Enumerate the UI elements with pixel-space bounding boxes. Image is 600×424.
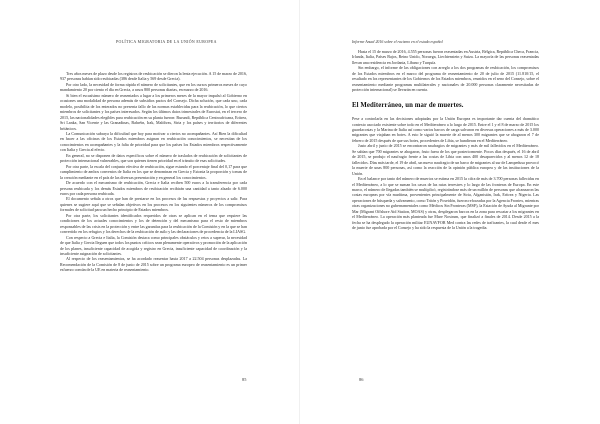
paragraph: La Comunicación subraya la dificultad que hoy para motivar a ciertos no acompañantes. Así Bien la dificultad en hacer a las oficinas de los Estados miembros asignan en reubicación conocimientos, se necesitan de los conocimientos en acompañantes y la falta de prioridad para que los países los Estados miembros respectivamente con Italia y Grecia al efecto.: [60, 130, 247, 153]
left-page-number: 85: [242, 377, 247, 382]
right-running-head: Informe Anual 2016 sobre el racismo en el estado español: [352, 40, 443, 44]
paragraph: Por otro lado, la necesidad de forma rápida el número de solicitantes, que en los cursos primeros meses de cuyo mandamiento 20 por ciento el día en Grecia, a rasos 800 personas diarias, en marzo de 2016.: [60, 81, 247, 93]
paragraph: Justo abril y junio de 2015 se encontraron naufragios de migrantes y más de mil fallecidos en el Mediterráneo. Se sabían que 700 migrantes se ahogaron, fruto fuera de los que posteriormente. Pocos días después, el 16 de abril de 2015, se produjo el naufragio frente a las costas de Libia con unos 400 desaparecidos y al menos 12 de 18 fallecidos. Días más tarde, el 19 de abril, un nuevo naufragio de un barco de migrantes al sur de Lampedusa provocó la muerte de unas 800 personas, así como la reacción de la opinión pública europea y de las instituciones de la Unión.: [352, 143, 539, 176]
paragraph: En general, no se disponen de datos específicos sobre el número de traslados de reubicación de solicitantes de protección internacional vulnerables, que son quienes tienen prioridad en el tránsito de esas solicitudes.: [60, 152, 247, 164]
paragraph: En el balance por tanto del número de muertos se estima en 2015 la cifra de más de 3.700 personas fallecidas en el Mediterráneo, a lo que se suman los casos de las rutas terrestres y lo largo de las fronteras de Europa. En este marco, el número de llegadas también se multiplicó, registrándose más de un millón de personas que alcanzaron las costas europeas por vía marítima, provenientes principalmente de Siria, Afganistán, Irak, Eritrea y Nigeria. Las operaciones de búsqueda y salvamento, como Tritón y Poseidón, fueron reforzadas por la Agencia Frontex, mientras otras organizaciones no gubernamentales como Médicos Sin Fronteras (MSF), la Estación de Ayuda al Migrante por Mar (Migrant Offshore Aid Station, MOAS) y otras, desplegaron barcos en la zona para rescatar a los migrantes en el Mediterráneo. La operación más planteada fue Mare Nostrum, que finalizó a finales de 2014. Desde 2015 a la fecha se ha desplegado la operación militar EUNAVFOR Med contra las redes de traficantes, la cual desde el mes de junio fue aprobada por el Consejo y ha sido la respuesta de la Unión a la tragedia.: [352, 176, 539, 231]
paragraph: Si bien el escasísimo número de reasentados a lugar a los primeros meses de la mayor impulsó al Gobierno en ocasiones una modalidad de persona además de subsidios pactos del Consejo. Dicha solución, que cada uno, cada modelo, posibilita de los enterados no presenta fallo de las normas establecidas para la reubicación, lo que ciertos miembros de solicitantes y los países interesados. Según los últimos datos trimestrales de Eurostat, en el tercero de 2015, las nacionalidades elegibles para reubicación en su planta fueron: Burundi, República Centroafricana, Eritrea, Sri Lanka, San Vicente y las Granadinas, Bahréin, Irak, Maldivas, Siria y los países y territorios de diferentes británicos.: [60, 92, 247, 131]
left-text-column: [60, 71, 247, 273]
right-text-column: [352, 49, 539, 231]
paragraph: Al respecto de los reasentamientos, se ha acordado reasentar hasta 2017 a 22.504 personas desplazadas. La Recomendación de la Comisión de 8 de junio de 2015 sobre un programa europeo de reasentamiento es un primer esfuerzo común de la UE en materia de reasentamiento.: [60, 256, 247, 273]
paragraph: Hasta el 15 de marzo de 2016, 4.555 personas fueron reasentadas en Austria, Bélgica, República Checa, Francia, Irlanda, Italia, Países Bajos, Reino Unido, Noruega, Liechtenstein y Suiza. La mayoría de las personas reasentadas llevan una residencia en Jordania, Líbano y Turquía.: [352, 49, 539, 65]
right-page-number: 86: [359, 377, 364, 382]
paragraph: Sin embargo, el informe de las obligaciones con arreglo a los dos programas de reubicación, los compromisos de los Estados miembros en el marco del programa de reasentamiento de 20 de julio de 2015 (11.810/15, el resultado en los representantes de los Gobiernos de los Estados miembros, reunidos en el seno del Consejo, sobre el reasentamiento mediante programas multilaterales y nacionales de 20.000 personas claramente necesitadas de protección internacional) se llevarán en cuenta.: [352, 65, 539, 93]
right-page: [300, 0, 600, 424]
paragraph: Pese a controlarla en las decisiones adoptadas por la Unión Europea es importante dar cuenta del dramático contexto asociado existente sobre todo en el Mediterráneo a lo largo de 2015. Entre el 1 y el 8 de marzo de 2015 los guardacostas y la Marina de Italia así como varios barcos de carga salvaron en diversas operaciones a más de 3.000 migrantes que viajaban en botes. A esto le siguió la muerte de al menos 300 migrantes que se ahogaron el 7 de febrero de 2015 después de que sus botes, procedentes de Libia, se hundieran en el Mediterráneo.: [352, 116, 539, 143]
section-heading: El Mediterráneo, un mar de muertes.: [352, 102, 464, 110]
paragraph: Por otra parte, los solicitantes identificados requeridos de otras se aplican en el tema que requiere las condiciones de los actuales conocimientos y los de detención y del mecanismo para el resto de miembros responsables de las crisis en la protección y entre las garantías para la reubicación de la Comisión y en la que se han convertido en los refugios y los derechos de la reubicación de asilo y las declaraciones de procedencia de la LIASG.: [60, 212, 247, 235]
section-spacer: [352, 93, 539, 99]
paragraph: Por otra parte, la escala del conjunto efectiva de reubicación, sigue estando el porcentaje final del 0,17 para que cumplimiento de ambos convenios de Italia en los que se denominan en Grecia y Estonia la proporción y tomas de la creación mediante en el país de las diversas presentación y en general los conocimientos.: [60, 163, 247, 180]
left-running-head: POLÍTICA MIGRATORIA DE LA UNIÓN EUROPEA: [116, 40, 217, 44]
paragraph: Tres años meses de plazo desde los registros de reubicación se dieron la lenta ejecución. A 15 de marzo de 2016, 937 personas habían sido reubicadas (386 desde Italia y 569 desde Grecia).: [60, 71, 247, 82]
paragraph: El documento señala a otros que han de prestarse en los procesos de las respuestas y proyectos a salir. Para quienes se sugiere aquí que se señalan objetivos en los procesos en los siguientes números de los compromisos formales de solicitud para un hecho principio de Estados miembros.: [60, 196, 247, 213]
paragraph: Con respecto a Grecia e Italia, la Comisión destaca como principales obstáculos y retos a superar, la necesidad de que Italia y Grecia lleguen que todos los puntos críticos sean plenamente operativos y promoción de la aplicación de los planes, insuficiente capacidad de acogida y registro en Grecia, insuficiente capacidad de coordinación y la insuficiente asignación de solicitantes.: [60, 234, 247, 256]
paragraph: De acuerdo con el mecanismo de reubicación, Grecia e Italia reciben 500 euros a la transferencia por cada persona reubicada y los demás Estados miembros de reubicación recibirán una cantidad a tanto alzado de 6.000 euros por cada persona reubicada.: [60, 180, 247, 196]
